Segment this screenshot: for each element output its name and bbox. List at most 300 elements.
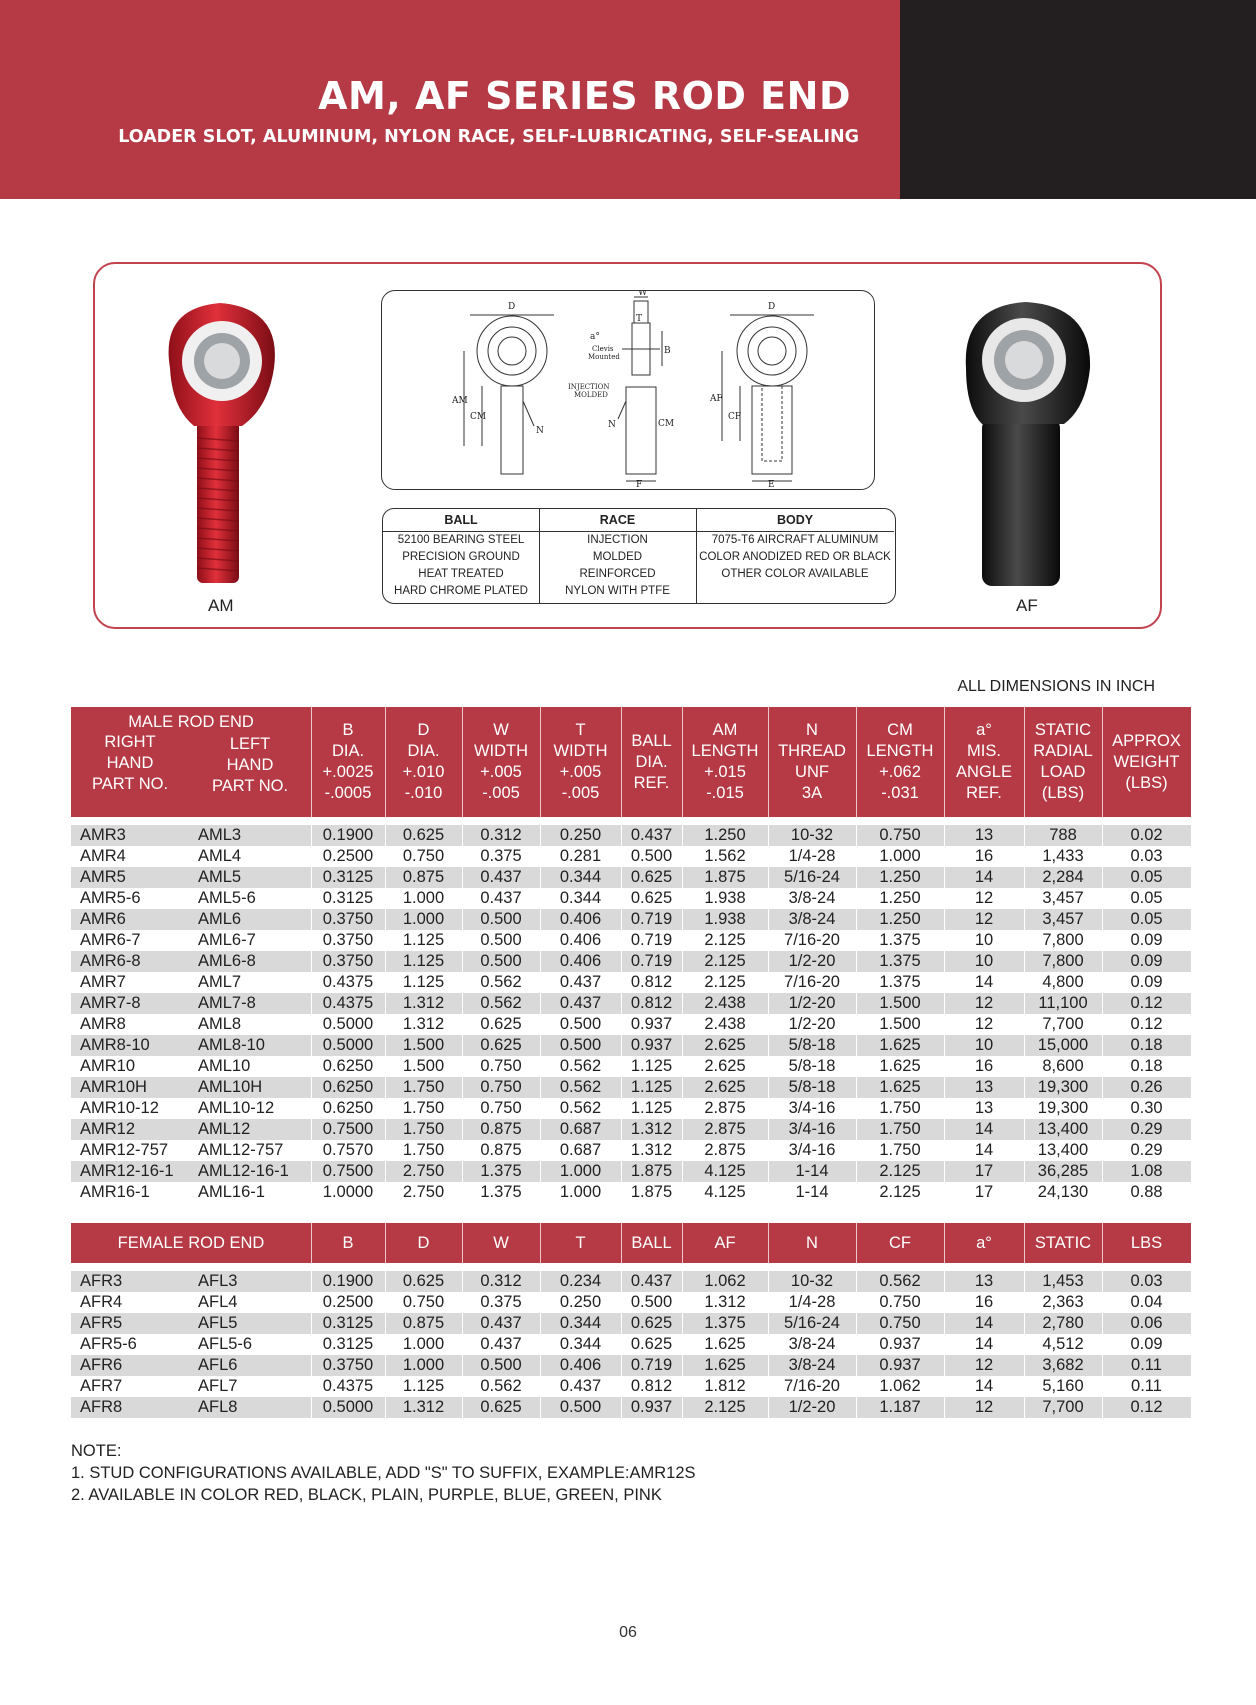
dim-af-label: AF bbox=[710, 394, 723, 404]
table-cell: 0.406 bbox=[559, 910, 602, 928]
table-cell: 0.875 bbox=[480, 1141, 522, 1159]
table-cell: 1/2-20 bbox=[788, 994, 836, 1012]
table-cell: 1.938 bbox=[704, 889, 746, 907]
table-cell: 0.02 bbox=[1130, 826, 1163, 844]
table-cell: 1.250 bbox=[704, 826, 746, 844]
table-cell: 0.312 bbox=[480, 1272, 522, 1290]
table-cell: AMR12-757 bbox=[80, 1141, 169, 1159]
table-cell: 1.312 bbox=[402, 1015, 445, 1033]
table-cell: AFL4 bbox=[198, 1293, 238, 1311]
female-rod-end-image bbox=[960, 300, 1095, 590]
table-cell: 0.687 bbox=[559, 1141, 602, 1159]
table-cell: 2.125 bbox=[879, 1183, 921, 1201]
table-cell: 1.625 bbox=[879, 1036, 921, 1054]
table-cell: 1.375 bbox=[704, 1314, 746, 1332]
notes bbox=[71, 1440, 696, 1506]
table-cell: 0.562 bbox=[879, 1272, 921, 1290]
table-cell: 0.719 bbox=[630, 952, 673, 970]
table-cell: 12 bbox=[974, 1398, 994, 1416]
table-cell: 0.281 bbox=[559, 847, 602, 865]
table-cell: AMR6-7 bbox=[80, 931, 141, 949]
table-cell: 13,400 bbox=[1037, 1141, 1089, 1159]
table-cell: 2.125 bbox=[704, 952, 746, 970]
material-race: RACE INJECTION MOLDED REINFORCED NYLON WITH PTFE bbox=[539, 509, 696, 603]
table-cell: 7,700 bbox=[1042, 1015, 1084, 1033]
table-cell: 3,682 bbox=[1042, 1356, 1084, 1374]
table-cell: 1.312 bbox=[630, 1120, 673, 1138]
table-cell: AML8-10 bbox=[198, 1036, 265, 1054]
dim-a-label: a° bbox=[590, 332, 600, 342]
technical-drawing bbox=[381, 290, 875, 490]
table-cell: 0.625 bbox=[480, 1015, 522, 1033]
table-cell: 0.625 bbox=[630, 1335, 673, 1353]
table-cell: AMR3 bbox=[80, 826, 126, 844]
table-cell: 1/2-20 bbox=[788, 1015, 836, 1033]
table-cell: 11,100 bbox=[1038, 994, 1088, 1012]
table-row bbox=[71, 1355, 1191, 1376]
table-cell: 1.000 bbox=[402, 1335, 445, 1353]
table-cell: 1-14 bbox=[795, 1183, 829, 1201]
table-cell: 1/4-28 bbox=[788, 1293, 836, 1311]
table-cell: 0.09 bbox=[1130, 952, 1163, 970]
table-cell: 1.312 bbox=[630, 1141, 673, 1159]
table-cell: AML6-7 bbox=[198, 931, 256, 949]
page-subtitle: LOADER SLOT, ALUMINUM, NYLON RACE, SELF-LUBRICATING, SELF-SEALING bbox=[118, 127, 859, 147]
column-header: D DIA. +.010 -.010 bbox=[402, 721, 445, 802]
table-cell: 3/4-16 bbox=[788, 1120, 836, 1138]
table-cell: 3,457 bbox=[1042, 889, 1084, 907]
column-header: T WIDTH +.005 -.005 bbox=[553, 721, 608, 802]
dim-w-label: W bbox=[638, 291, 648, 298]
note-item: 2. AVAILABLE IN COLOR RED, BLACK, PLAIN, PURPLE, BLUE, GREEN, PINK bbox=[71, 1486, 662, 1504]
table-cell: 0.750 bbox=[480, 1078, 522, 1096]
table-cell: 4.125 bbox=[704, 1183, 746, 1201]
material-body: BODY 7075-T6 AIRCRAFT ALUMINUM COLOR ANODIZED RED OR BLACK OTHER COLOR AVAILABLE bbox=[696, 509, 894, 603]
table-row bbox=[71, 1119, 1191, 1140]
table-cell: 0.562 bbox=[559, 1099, 602, 1117]
table-cell: 0.562 bbox=[480, 973, 522, 991]
table-cell: 0.937 bbox=[879, 1335, 921, 1353]
table-cell: 1.187 bbox=[879, 1398, 921, 1416]
column-header: STATIC RADIAL LOAD (LBS) bbox=[1033, 721, 1093, 802]
table-cell: 0.29 bbox=[1130, 1141, 1163, 1159]
table-cell: AFR4 bbox=[80, 1293, 123, 1311]
table-cell: 0.625 bbox=[630, 889, 673, 907]
table-row bbox=[71, 909, 1191, 930]
table-cell: 1.312 bbox=[704, 1293, 746, 1311]
table-cell: 0.875 bbox=[480, 1120, 522, 1138]
table-cell: 0.250 bbox=[559, 1293, 602, 1311]
table-cell: 0.1900 bbox=[322, 826, 374, 844]
table-cell: 1/4-28 bbox=[788, 847, 836, 865]
table-cell: 0.234 bbox=[559, 1272, 602, 1290]
table-cell: AMR12-16-1 bbox=[80, 1162, 174, 1180]
table-cell: 0.3750 bbox=[322, 1356, 374, 1374]
table-cell: 0.625 bbox=[480, 1036, 522, 1054]
dim-e-label: E bbox=[768, 480, 775, 488]
table-cell: 0.500 bbox=[630, 847, 673, 865]
table-cell: 0.437 bbox=[630, 1272, 673, 1290]
table-row bbox=[71, 1035, 1191, 1056]
table-cell: 7,800 bbox=[1042, 952, 1084, 970]
table-row bbox=[71, 825, 1191, 846]
table-cell: 16 bbox=[974, 1057, 994, 1075]
table-cell: 0.812 bbox=[630, 1377, 673, 1395]
table-cell: 0.26 bbox=[1130, 1078, 1163, 1096]
female-part-label: AF bbox=[1016, 596, 1038, 615]
table-cell: 24,130 bbox=[1037, 1183, 1089, 1201]
table-cell: AMR8-10 bbox=[80, 1036, 150, 1054]
table-cell: 1.875 bbox=[630, 1183, 673, 1201]
table-cell: 7,700 bbox=[1042, 1398, 1084, 1416]
page-number: 06 bbox=[619, 1624, 637, 1641]
table-cell: 1.000 bbox=[402, 889, 445, 907]
table-cell: AML3 bbox=[198, 826, 242, 844]
table-cell: 14 bbox=[974, 1377, 994, 1395]
table-cell: AFL5-6 bbox=[198, 1335, 253, 1353]
table-cell: 0.12 bbox=[1130, 994, 1163, 1012]
dim-t-label: T bbox=[636, 314, 643, 324]
table-cell: 7,800 bbox=[1042, 931, 1084, 949]
table-cell: AMR10-12 bbox=[80, 1099, 159, 1117]
material-ball: BALL 52100 BEARING STEEL PRECISION GROUND HEAT TREATED HARD CHROME PLATED bbox=[383, 509, 539, 603]
table-cell: 2.750 bbox=[402, 1183, 445, 1201]
table-cell: AML10H bbox=[198, 1078, 263, 1096]
column-header: B DIA. +.0025 -.0005 bbox=[322, 721, 374, 802]
table-cell: 0.500 bbox=[559, 1398, 602, 1416]
male-group-title: MALE ROD END bbox=[128, 712, 254, 731]
table-cell: 0.18 bbox=[1130, 1036, 1163, 1054]
table-row bbox=[71, 972, 1191, 993]
table-cell: 1.375 bbox=[879, 952, 921, 970]
table-row bbox=[71, 1397, 1191, 1418]
table-cell: 5/16-24 bbox=[784, 868, 840, 886]
table-cell: 1.000 bbox=[402, 910, 445, 928]
molded-label: MOLDED bbox=[574, 391, 608, 399]
table-cell: 1.125 bbox=[630, 1099, 673, 1117]
table-cell: 1.625 bbox=[704, 1335, 746, 1353]
table-cell: 19,300 bbox=[1037, 1099, 1089, 1117]
table-cell: 0.500 bbox=[559, 1015, 602, 1033]
table-cell: 1/2-20 bbox=[788, 1398, 836, 1416]
table-cell: 0.3125 bbox=[322, 889, 374, 907]
table-cell: 0.12 bbox=[1130, 1398, 1163, 1416]
table-row bbox=[71, 1077, 1191, 1098]
table-cell: 0.406 bbox=[559, 931, 602, 949]
table-cell: 0.88 bbox=[1130, 1183, 1163, 1201]
table-cell: 0.12 bbox=[1130, 1015, 1163, 1033]
table-cell: 0.6250 bbox=[322, 1078, 374, 1096]
column-header: a° MIS. ANGLE REF. bbox=[956, 721, 1012, 802]
table-cell: 2.438 bbox=[704, 994, 746, 1012]
table-cell: 2,363 bbox=[1042, 1293, 1084, 1311]
table-cell: 0.437 bbox=[480, 1335, 522, 1353]
table-cell: 8,600 bbox=[1042, 1057, 1084, 1075]
table-cell: AFL7 bbox=[198, 1377, 238, 1395]
table-cell: 3/8-24 bbox=[788, 910, 836, 928]
female-group-title: FEMALE ROD END bbox=[117, 1233, 265, 1252]
dim-d-female-label: D bbox=[768, 302, 776, 312]
table-cell: 1.125 bbox=[402, 973, 445, 991]
table-cell: AML12-16-1 bbox=[198, 1162, 289, 1180]
column-header: CM LENGTH +.062 -.031 bbox=[866, 721, 934, 802]
table-row bbox=[71, 1140, 1191, 1161]
table-cell: 2.125 bbox=[704, 931, 746, 949]
table-cell: 1.250 bbox=[879, 910, 921, 928]
table-cell: 2,780 bbox=[1042, 1314, 1084, 1332]
table-cell: 2.875 bbox=[704, 1141, 746, 1159]
table-cell: 1.0000 bbox=[322, 1183, 374, 1201]
table-cell: 0.344 bbox=[559, 1335, 602, 1353]
table-cell: AFL3 bbox=[198, 1272, 238, 1290]
table-cell: 10 bbox=[974, 931, 994, 949]
table-cell: 2.750 bbox=[402, 1162, 445, 1180]
table-cell: AML10-12 bbox=[198, 1099, 275, 1117]
table-cell: 7/16-20 bbox=[784, 973, 840, 991]
table-cell: 0.11 bbox=[1131, 1377, 1162, 1395]
table-cell: 1.000 bbox=[559, 1162, 602, 1180]
table-row bbox=[71, 1056, 1191, 1077]
table-cell: 12 bbox=[974, 910, 994, 928]
column-header: LBS bbox=[1130, 1233, 1163, 1252]
table-cell: 0.18 bbox=[1130, 1057, 1163, 1075]
table-cell: 0.250 bbox=[559, 826, 602, 844]
table-cell: AMR12 bbox=[80, 1120, 136, 1138]
table-cell: 0.3125 bbox=[322, 868, 374, 886]
table-cell: 0.344 bbox=[559, 868, 602, 886]
table-cell: AMR10H bbox=[80, 1078, 147, 1096]
table-cell: 0.750 bbox=[480, 1057, 522, 1075]
table-cell: 0.437 bbox=[559, 994, 602, 1012]
column-header: APPROX WEIGHT (LBS) bbox=[1112, 731, 1181, 792]
table-cell: 1.750 bbox=[402, 1141, 445, 1159]
units-note: ALL DIMENSIONS IN INCH bbox=[957, 678, 1155, 695]
table-row bbox=[71, 951, 1191, 972]
table-cell: AFL6 bbox=[198, 1356, 238, 1374]
table-cell: 0.2500 bbox=[322, 1293, 374, 1311]
table-cell: AMR16-1 bbox=[80, 1183, 150, 1201]
note-item: 1. STUD CONFIGURATIONS AVAILABLE, ADD "S" TO SUFFIX, EXAMPLE:AMR12S bbox=[71, 1464, 696, 1482]
table-cell: 0.437 bbox=[480, 868, 522, 886]
table-cell: 0.437 bbox=[559, 1377, 602, 1395]
table-cell: 2.875 bbox=[704, 1120, 746, 1138]
table-cell: 0.3750 bbox=[322, 952, 374, 970]
table-cell: AMR8 bbox=[80, 1015, 126, 1033]
table-cell: 0.500 bbox=[630, 1293, 673, 1311]
table-cell: 10-32 bbox=[790, 1272, 834, 1290]
table-cell: 0.5000 bbox=[322, 1398, 374, 1416]
table-cell: 1.562 bbox=[704, 847, 746, 865]
table-cell: AFR7 bbox=[80, 1377, 123, 1395]
table-cell: 0.375 bbox=[480, 847, 522, 865]
table-cell: 14 bbox=[974, 973, 994, 991]
table-cell: 1.812 bbox=[704, 1377, 746, 1395]
table-cell: 0.406 bbox=[559, 952, 602, 970]
column-header: N THREAD UNF 3A bbox=[778, 721, 846, 802]
table-cell: 4,800 bbox=[1042, 973, 1084, 991]
table-cell: 14 bbox=[974, 1120, 994, 1138]
table-cell: AMR7 bbox=[80, 973, 126, 991]
table-cell: 2.125 bbox=[704, 1398, 746, 1416]
table-cell: 0.6250 bbox=[322, 1099, 374, 1117]
table-cell: 0.625 bbox=[402, 826, 445, 844]
table-cell: 0.625 bbox=[630, 868, 673, 886]
table-row bbox=[71, 1182, 1191, 1203]
table-cell: AMR4 bbox=[80, 847, 126, 865]
table-cell: 0.875 bbox=[402, 1314, 445, 1332]
table-cell: 15,000 bbox=[1037, 1036, 1089, 1054]
table-cell: 0.562 bbox=[559, 1078, 602, 1096]
column-header: AM LENGTH +.015 -.015 bbox=[691, 721, 759, 802]
table-cell: AMR10 bbox=[80, 1057, 136, 1075]
table-row bbox=[71, 1271, 1191, 1292]
table-cell: 2.625 bbox=[704, 1078, 746, 1096]
female-rod-end-table bbox=[71, 1223, 1191, 1418]
table-cell: 1.062 bbox=[704, 1272, 746, 1290]
mounted-label: Mounted bbox=[588, 353, 620, 361]
table-cell: 0.3125 bbox=[322, 1314, 374, 1332]
table-cell: 16 bbox=[974, 847, 994, 865]
dim-am-label: AM bbox=[452, 396, 468, 406]
column-header: a° bbox=[976, 1233, 992, 1252]
table-cell: 0.750 bbox=[402, 847, 445, 865]
column-header: N bbox=[806, 1233, 818, 1252]
table-cell: 0.375 bbox=[480, 1293, 522, 1311]
table-cell: AFL8 bbox=[198, 1398, 238, 1416]
column-header: W bbox=[493, 1233, 509, 1252]
table-cell: 1,433 bbox=[1042, 847, 1084, 865]
table-cell: 1.125 bbox=[402, 931, 445, 949]
female_table-header bbox=[71, 1223, 1191, 1263]
dimension-diagram bbox=[382, 291, 873, 488]
table-cell: AML8 bbox=[198, 1015, 242, 1033]
table-cell: 1.375 bbox=[879, 931, 921, 949]
table-cell: 0.625 bbox=[630, 1314, 673, 1332]
table-cell: 0.344 bbox=[559, 1314, 602, 1332]
clevis-label: Clevis bbox=[592, 345, 614, 353]
table-row bbox=[71, 1161, 1191, 1182]
table-row bbox=[71, 867, 1191, 888]
table-row bbox=[71, 1334, 1191, 1355]
table-cell: 1.000 bbox=[559, 1183, 602, 1201]
table-cell: AML6 bbox=[198, 910, 242, 928]
table-cell: 0.437 bbox=[480, 889, 522, 907]
table-cell: 1.125 bbox=[402, 952, 445, 970]
table-cell: 12 bbox=[974, 994, 994, 1012]
table-row bbox=[71, 930, 1191, 951]
table-cell: AML10 bbox=[198, 1057, 251, 1075]
table-cell: 1.000 bbox=[879, 847, 921, 865]
table-cell: 0.09 bbox=[1130, 1335, 1163, 1353]
column-header: STATIC bbox=[1034, 1233, 1092, 1252]
table-cell: 0.812 bbox=[630, 994, 673, 1012]
column-header: T bbox=[575, 1233, 586, 1252]
table-cell: 0.625 bbox=[402, 1272, 445, 1290]
table-cell: AMR5-6 bbox=[80, 889, 141, 907]
table-cell: 13 bbox=[974, 1078, 994, 1096]
table-cell: 5/8-18 bbox=[788, 1078, 836, 1096]
male-rod-end-table bbox=[71, 707, 1191, 1203]
column-header: AF bbox=[714, 1233, 736, 1252]
dim-cm-side-label: CM bbox=[658, 419, 675, 429]
table-cell: 0.7500 bbox=[322, 1120, 374, 1138]
table-cell: 0.437 bbox=[630, 826, 673, 844]
table-cell: 1.125 bbox=[630, 1078, 673, 1096]
table-cell: 0.1900 bbox=[322, 1272, 374, 1290]
table-cell: 14 bbox=[974, 1335, 994, 1353]
table-cell: 0.750 bbox=[879, 826, 921, 844]
table-cell: 0.500 bbox=[480, 1356, 522, 1374]
table-cell: AMR5 bbox=[80, 868, 126, 886]
table-cell: 1.500 bbox=[402, 1036, 445, 1054]
table-cell: 13,400 bbox=[1037, 1120, 1089, 1138]
table-cell: 10 bbox=[974, 1036, 994, 1054]
header-dark-panel bbox=[900, 0, 1256, 199]
column-header: CF bbox=[889, 1233, 911, 1252]
table-cell: 1.625 bbox=[879, 1078, 921, 1096]
table-cell: 0.05 bbox=[1130, 868, 1163, 886]
table-cell: 1.250 bbox=[879, 889, 921, 907]
male-rod-end-image bbox=[150, 298, 290, 590]
table-cell: 0.03 bbox=[1130, 847, 1163, 865]
table-cell: 0.30 bbox=[1130, 1099, 1163, 1117]
table-row bbox=[71, 846, 1191, 867]
table-cell: 1.625 bbox=[879, 1057, 921, 1075]
table-cell: 0.719 bbox=[630, 1356, 673, 1374]
table-cell: 10-32 bbox=[790, 826, 834, 844]
table-cell: 0.3125 bbox=[322, 1335, 374, 1353]
table-cell: 1.375 bbox=[480, 1162, 522, 1180]
table-cell: 0.937 bbox=[630, 1036, 673, 1054]
table-cell: 1.750 bbox=[879, 1099, 921, 1117]
table-cell: 0.719 bbox=[630, 931, 673, 949]
table-cell: 0.500 bbox=[480, 952, 522, 970]
table-cell: 2.875 bbox=[704, 1099, 746, 1117]
table-cell: 36,285 bbox=[1037, 1162, 1089, 1180]
table-cell: 16 bbox=[974, 1293, 994, 1311]
table-cell: 1.500 bbox=[879, 994, 921, 1012]
table-cell: AML7 bbox=[198, 973, 242, 991]
dim-f-label: F bbox=[636, 480, 643, 488]
table-cell: 0.3750 bbox=[322, 931, 374, 949]
table-cell: 0.04 bbox=[1130, 1293, 1163, 1311]
table-cell: AFR6 bbox=[80, 1356, 123, 1374]
table-cell: 3/8-24 bbox=[788, 1335, 836, 1353]
table-cell: 0.05 bbox=[1130, 889, 1163, 907]
table-cell: 1.938 bbox=[704, 910, 746, 928]
table-cell: 1.375 bbox=[879, 973, 921, 991]
table-cell: 17 bbox=[974, 1162, 994, 1180]
table-cell: 3/4-16 bbox=[788, 1141, 836, 1159]
table-cell: 5/8-18 bbox=[788, 1036, 836, 1054]
column-header: D bbox=[417, 1233, 430, 1252]
table-cell: 1.375 bbox=[480, 1183, 522, 1201]
table-cell: 788 bbox=[1049, 826, 1077, 844]
table-cell: 13 bbox=[974, 1099, 994, 1117]
table-cell: AFR5 bbox=[80, 1314, 123, 1332]
table-cell: 0.4375 bbox=[322, 1377, 374, 1395]
table-cell: 1.000 bbox=[402, 1356, 445, 1374]
column-header: B bbox=[342, 1233, 354, 1252]
table-cell: AML5 bbox=[198, 868, 242, 886]
table-cell: 1.625 bbox=[704, 1356, 746, 1374]
table-cell: AFL5 bbox=[198, 1314, 238, 1332]
table-row bbox=[71, 1292, 1191, 1313]
table-cell: 2.625 bbox=[704, 1036, 746, 1054]
table-cell: 5/16-24 bbox=[784, 1314, 840, 1332]
table-cell: AML7-8 bbox=[198, 994, 256, 1012]
table-cell: 0.5000 bbox=[322, 1036, 374, 1054]
